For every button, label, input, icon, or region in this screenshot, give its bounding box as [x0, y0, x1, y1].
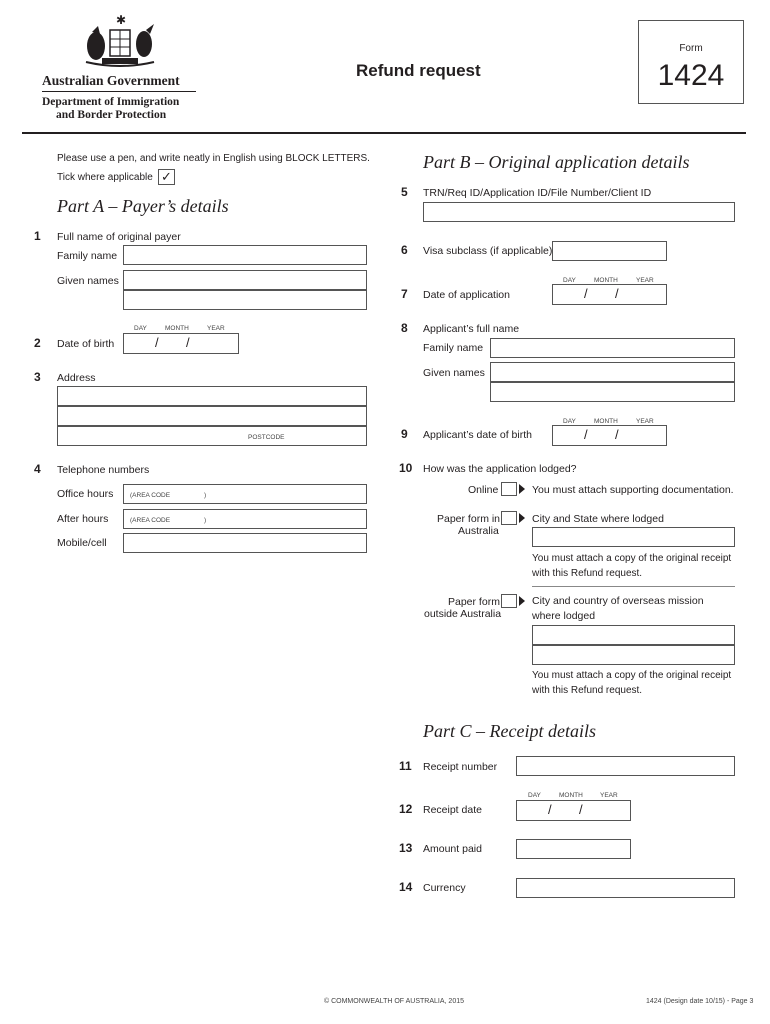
applicant-given-names-input-2[interactable] [490, 382, 735, 402]
arrow-right-icon [519, 484, 525, 494]
q7-year-label: YEAR [636, 277, 654, 284]
check-icon: ✓ [161, 169, 172, 184]
applicant-dob-input[interactable] [552, 425, 667, 446]
q8-label: Applicant’s full name [423, 323, 520, 335]
form-title: Refund request [356, 61, 481, 80]
q1-label: Full name of original payer [57, 231, 181, 243]
q9-month-label: MONTH [594, 418, 618, 425]
q1-family-label: Family name [57, 250, 118, 262]
q10-label: How was the application lodged? [423, 463, 577, 475]
overseas-mission-input-1[interactable] [532, 625, 735, 645]
paper-out-label-2: outside Australia [424, 608, 502, 620]
payer-dob-input[interactable] [123, 333, 239, 354]
q2-label: Date of birth [57, 338, 115, 350]
q9-day-label: DAY [563, 418, 576, 425]
header-rule [22, 132, 746, 134]
date-separator: / [584, 286, 588, 301]
gov-divider [42, 91, 196, 92]
form-number-box [638, 20, 744, 104]
applicant-given-names-input-1[interactable] [490, 362, 735, 382]
q7-day-label: DAY [563, 277, 576, 284]
q4-label: Telephone numbers [57, 464, 150, 476]
paper-out-note-line-2: where lodged [532, 610, 596, 622]
q7-number: 7 [401, 287, 408, 301]
q1-given-label: Given names [57, 275, 119, 287]
area-code-hint: (AREA CODE [130, 492, 171, 499]
paper-in-label-1: Paper form in [437, 513, 501, 525]
q12-day-label: DAY [528, 792, 541, 799]
form-number: 1424 [657, 59, 725, 92]
q1-number: 1 [34, 229, 41, 243]
q12-label: Receipt date [423, 804, 482, 816]
q3-label: Address [57, 372, 96, 384]
area-code-hint: (AREA CODE [130, 517, 171, 524]
receipt-date-input[interactable] [516, 800, 631, 821]
dept-name-line1: Department of Immigration [42, 96, 180, 108]
paper-out-note [532, 594, 704, 624]
receipt-note-1 [532, 551, 731, 581]
page-info-text: 1424 (Design date 10/15) - Page 3 [646, 998, 754, 1005]
receipt-note-line-2: with this Refund request. [532, 568, 643, 579]
q12-year-label: YEAR [600, 792, 618, 799]
q5-label: TRN/Req ID/Application ID/File Number/Client ID [423, 187, 652, 199]
q6-number: 6 [401, 243, 408, 257]
date-separator: / [615, 286, 619, 301]
visa-subclass-input[interactable] [552, 241, 667, 261]
city-state-lodged-input[interactable] [532, 527, 735, 547]
q7-label: Date of application [423, 289, 510, 301]
area-code-close: ) [204, 517, 207, 524]
office-hours-phone-input[interactable] [123, 484, 367, 504]
date-separator: / [155, 335, 159, 350]
mobile-phone-input[interactable] [123, 533, 367, 553]
q5-number: 5 [401, 185, 408, 199]
area-code-close: ) [204, 492, 207, 499]
paper-in-label-2: Australia [458, 525, 499, 537]
coat-of-arms-logo [80, 14, 160, 72]
address-input-3[interactable] [57, 426, 367, 446]
date-separator: / [584, 427, 588, 442]
q8-given-label: Given names [423, 367, 485, 379]
online-checkbox[interactable] [501, 482, 517, 496]
part-c-heading: Part C – Receipt details [423, 721, 596, 741]
address-input-2[interactable] [57, 406, 367, 426]
part-b-heading: Part B – Original application details [423, 152, 690, 172]
q10-number: 10 [399, 461, 413, 475]
application-id-input[interactable] [423, 202, 735, 222]
online-label: Online [468, 484, 499, 496]
paper-in-australia-checkbox[interactable] [501, 511, 517, 525]
payer-given-names-input-1[interactable] [123, 270, 367, 290]
q9-label: Applicant’s date of birth [423, 429, 532, 441]
copyright-text: © COMMONWEALTH OF AUSTRALIA, 2015 [324, 998, 464, 1005]
q12-number: 12 [399, 802, 413, 816]
form-label: Form [679, 43, 703, 54]
payer-given-names-input-2[interactable] [123, 290, 367, 310]
application-date-input[interactable] [552, 284, 667, 305]
q8-family-label: Family name [423, 342, 484, 354]
q14-label: Currency [423, 882, 466, 894]
paper-in-note: City and State where lodged [532, 513, 664, 525]
tick-label: Tick where applicable [57, 172, 153, 183]
paper-out-note-line-1: City and country of overseas mission [532, 595, 704, 607]
svg-text:✱: ✱ [116, 14, 127, 27]
q9-number: 9 [401, 427, 408, 441]
amount-paid-input[interactable] [516, 839, 631, 859]
q12-month-label: MONTH [559, 792, 583, 799]
paper-outside-australia-checkbox[interactable] [501, 594, 517, 608]
arrow-right-icon [519, 513, 525, 523]
paper-out-label-1: Paper form [448, 596, 500, 608]
q6-label: Visa subclass (if applicable) [423, 245, 553, 257]
q2-month-label: MONTH [165, 325, 189, 332]
q2-number: 2 [34, 336, 41, 350]
q8-number: 8 [401, 321, 408, 335]
office-hours-label: Office hours [57, 488, 114, 500]
q4-number: 4 [34, 462, 41, 476]
receipt-note-line-1: You must attach a copy of the original receipt [532, 553, 732, 564]
date-separator: / [548, 802, 552, 817]
receipt-note-2 [532, 668, 731, 698]
applicant-family-name-input[interactable] [490, 338, 735, 358]
tick-example-box [158, 169, 175, 185]
online-note: You must attach supporting documentation. [532, 484, 734, 496]
q2-day-label: DAY [134, 325, 147, 332]
instruction-text: Please use a pen, and write neatly in English using BLOCK LETTERS. [57, 153, 370, 164]
q13-number: 13 [399, 841, 413, 855]
part-a-heading: Part A – Payer’s details [57, 196, 229, 216]
q2-year-label: YEAR [207, 325, 225, 332]
q7-month-label: MONTH [594, 277, 618, 284]
after-hours-label: After hours [57, 513, 109, 525]
currency-input[interactable] [516, 878, 735, 898]
address-input-1[interactable] [57, 386, 367, 406]
overseas-mission-input-2[interactable] [532, 645, 735, 665]
receipt-note-line-2: with this Refund request. [532, 685, 643, 696]
after-hours-phone-input[interactable] [123, 509, 367, 529]
q11-label: Receipt number [423, 761, 498, 773]
arrow-right-icon [519, 596, 525, 606]
payer-family-name-input[interactable] [123, 245, 367, 265]
q9-year-label: YEAR [636, 418, 654, 425]
option-divider [532, 586, 735, 587]
q3-number: 3 [34, 370, 41, 384]
gov-name: Australian Government [42, 73, 180, 88]
receipt-number-input[interactable] [516, 756, 735, 776]
q13-label: Amount paid [423, 843, 482, 855]
date-separator: / [615, 427, 619, 442]
date-separator: / [579, 802, 583, 817]
mobile-label: Mobile/cell [57, 537, 107, 549]
q14-number: 14 [399, 880, 413, 894]
date-separator: / [186, 335, 190, 350]
postcode-label: POSTCODE [248, 434, 285, 441]
dept-name-line2: and Border Protection [56, 109, 167, 121]
q11-number: 11 [399, 759, 412, 773]
receipt-note-line-1: You must attach a copy of the original receipt [532, 670, 732, 681]
